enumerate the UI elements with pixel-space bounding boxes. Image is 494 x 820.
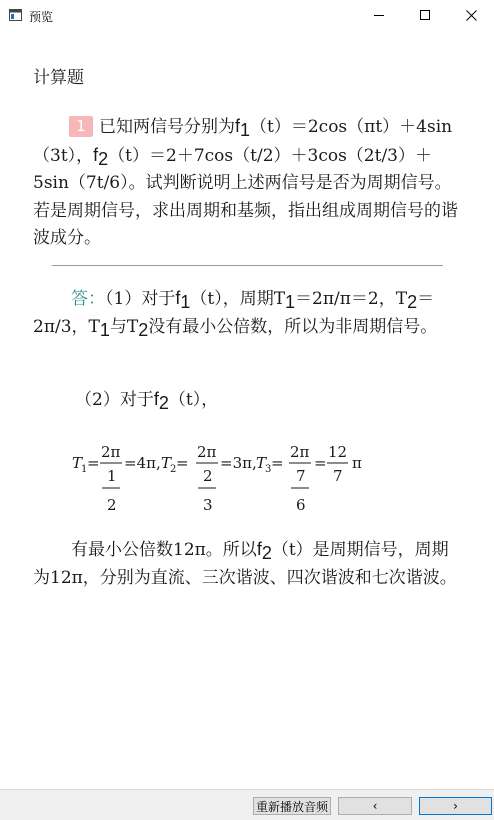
svg-text:2π: 2π	[290, 443, 310, 461]
svg-text:=: =	[271, 454, 284, 472]
close-button[interactable]	[448, 0, 494, 31]
maximize-icon	[420, 10, 431, 21]
svg-text:2: 2	[170, 464, 177, 475]
title-bar	[0, 0, 494, 31]
svg-text:T: T	[161, 454, 172, 472]
svg-text:T: T	[72, 454, 83, 472]
answer-part2: （2）对于$f_2(t)$，	[75, 389, 219, 413]
next-button[interactable]	[419, 797, 492, 815]
svg-text:12: 12	[328, 443, 348, 461]
question-number-badge: 1	[69, 116, 93, 137]
preview-content	[0, 31, 494, 789]
svg-text:=3π,: =3π,	[220, 454, 257, 472]
svg-text:7: 7	[296, 467, 306, 485]
svg-text:T: T	[256, 454, 267, 472]
replay-audio-button[interactable]: 重新播放音频	[253, 797, 331, 815]
minimize-button[interactable]	[356, 0, 402, 31]
divider	[52, 265, 443, 266]
answer-conclusion: 有最小公倍数12π。所以$f_2(t)$是周期信号，周期为12π，分别为直流、三次谐波、四次谐波和七次谐波。	[33, 539, 457, 588]
question-text: 1 已知两信号分别为$f_1(t)=2\cos(\pi t)+4\sin(3t)$，$f_2(t)=2+7\cos(t/2)+3\cos(2t/3)+5\sin(7t/6)$。试判断说明上述两信号是否为周期信号。若是周期信号，求出周期和基频，指出组成周期信号的谐波成分。	[33, 116, 458, 248]
svg-text:=: =	[176, 454, 189, 472]
svg-text:7: 7	[333, 467, 343, 485]
svg-text:3: 3	[203, 496, 213, 514]
chevron-right-icon: ›	[453, 799, 458, 813]
svg-text:=4π,: =4π,	[124, 454, 161, 472]
svg-text:2π: 2π	[101, 443, 121, 461]
svg-text:1: 1	[107, 467, 117, 485]
minimize-icon	[374, 10, 385, 21]
svg-text:3: 3	[265, 464, 272, 475]
svg-text:=: =	[314, 454, 327, 472]
svg-text:1: 1	[81, 464, 88, 475]
previous-button[interactable]	[338, 797, 412, 815]
svg-text:=: =	[87, 454, 100, 472]
svg-text:2: 2	[107, 496, 117, 514]
svg-text:6: 6	[296, 496, 306, 514]
svg-text:2: 2	[203, 467, 213, 485]
chevron-left-icon: ‹	[372, 799, 378, 813]
bottom-toolbar	[0, 789, 494, 820]
svg-text:π: π	[352, 454, 362, 472]
answer-text: 答：（1）对于$f_1(t)$，周期$T_1=2\pi/\pi=2$，$T_2=2\pi/3$，$T_1$与$T_2$没有最小公倍数，所以为非周期信号。	[33, 288, 438, 340]
app-window-icon	[9, 9, 22, 21]
period-formula	[72, 435, 372, 525]
close-icon	[466, 10, 477, 21]
answer-label: 答：	[71, 289, 105, 309]
maximize-button[interactable]	[402, 0, 448, 31]
svg-text:2π: 2π	[197, 443, 217, 461]
window-title: 预览	[29, 10, 54, 24]
section-heading: 计算题	[33, 68, 84, 88]
